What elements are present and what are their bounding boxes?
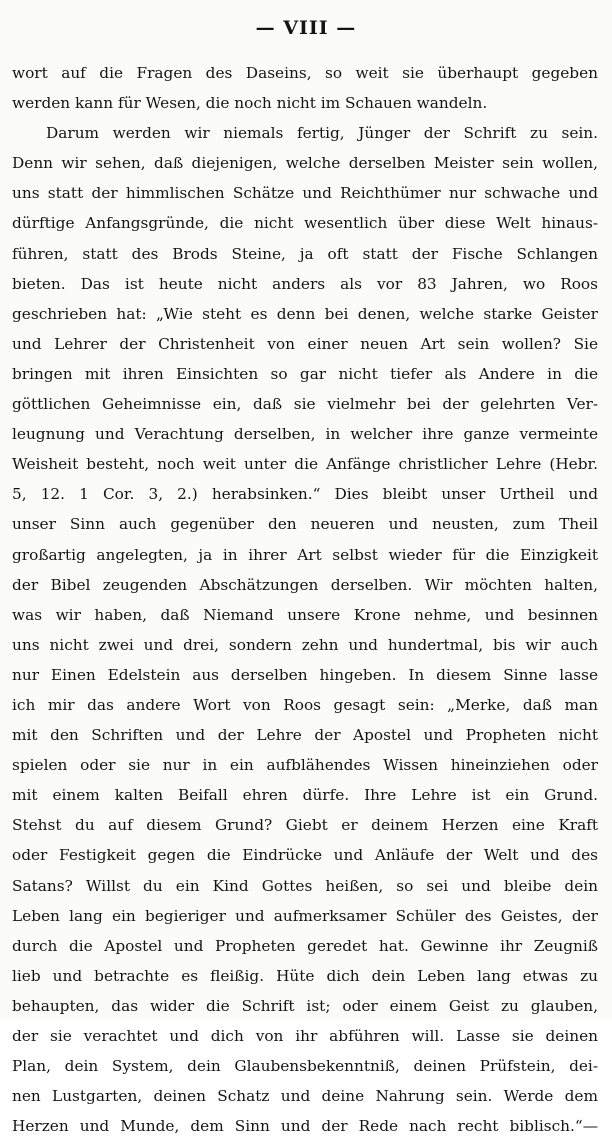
text-line: mit einem kalten Beifall ehren dürfe. Ihre Lehre ist ein Grund. (12, 786, 598, 805)
text-line: Satans? Willst du ein Kind Gottes heißen, so sei und bleibe dein (12, 876, 598, 895)
text-line-paragraph-start: Darum werden wir niemals fertig, Jünger der Schrift zu sein. (46, 124, 598, 143)
text-line: wort auf die Fragen des Daseins, so weit sie überhaupt gegeben (12, 64, 598, 82)
text-line: großartig angelegten, ja in ihrer Art selbst wieder für die Einzigkeit (12, 545, 598, 564)
text-line: uns statt der himmlischen Schätze und Reichthümer nur schwache und (12, 184, 598, 203)
text-line: geschrieben hat: „Wie steht es denn bei denen, welche starke Geister (12, 304, 598, 323)
text-line: leugnung und Verachtung derselben, in welcher ihre ganze vermeinte (12, 425, 598, 444)
text-line: durch die Apostel und Propheten geredet hat. Gewinne ihr Zeugniß (12, 936, 598, 955)
text-line: unser Sinn auch gegenüber den neueren und neusten, zum Theil (12, 515, 598, 534)
text-line: ich mir das andere Wort von Roos gesagt sein: „Merke, daß man (12, 695, 598, 714)
text-line: Herzen und Munde, dem Sinn und der Rede nach recht biblisch.“— (12, 1117, 598, 1136)
text-line: bieten. Das ist heute nicht anders als vor 83 Jahren, wo Roos (12, 274, 598, 293)
page-number-header: — VIII — (255, 17, 357, 39)
text-line: führen, statt des Brods Steine, ja oft statt der Fische Schlangen (12, 244, 598, 263)
text-line: Leben lang ein begieriger und aufmerksamer Schüler des Geistes, der (12, 906, 598, 925)
text-line: nen Lustgarten, deinen Schatz und deine Nahrung sein. Werde dem (12, 1087, 598, 1106)
text-line: spielen oder sie nur in ein aufblähendes Wissen hineinziehen oder (12, 756, 598, 775)
body-text (12, 58, 598, 1141)
text-line: Stehst du auf diesem Grund? Giebt er deinem Herzen eine Kraft (12, 816, 598, 835)
text-line: was wir haben, daß Niemand unsere Krone nehme, und besinnen (12, 605, 598, 624)
text-line: der sie verachtet und dich von ihr abführen will. Lasse sie deinen (12, 1027, 598, 1045)
text-line: der Bibel zeugenden Abschätzungen derselben. Wir möchten halten, (12, 575, 598, 594)
text-line: dürftige Anfangsgründe, die nicht wesentlich über diese Welt hinaus- (12, 214, 598, 233)
text-line: 5, 12. 1 Cor. 3, 2.) herabsinken.“ Dies bleibt unser Urtheil und (12, 485, 598, 504)
text-line: Weisheit besteht, noch weit unter die Anfänge christlicher Lehre (Hebr. (12, 455, 598, 474)
text-line: werden kann für Wesen, die noch nicht im Schauen wandeln. (12, 94, 488, 113)
text-line: behaupten, das wider die Schrift ist; oder einem Geist zu glauben, (12, 996, 598, 1015)
text-line: uns nicht zwei und drei, sondern zehn und hundertmal, bis wir auch (12, 635, 598, 654)
text-line: und Lehrer der Christenheit von einer neuen Art sein wollen? Sie (12, 334, 598, 353)
text-line: lieb und betrachte es fleißig. Hüte dich dein Leben lang etwas zu (12, 966, 598, 985)
text-line: nur Einen Edelstein aus derselben hingeben. In diesem Sinne lasse (12, 665, 598, 684)
text-line: mit den Schriften und der Lehre der Apostel und Propheten nicht (12, 726, 598, 745)
text-line: Plan, dein System, dein Glaubensbekenntniß, deinen Prüfstein, dei- (12, 1057, 598, 1076)
text-line: bringen mit ihren Einsichten so gar nicht tiefer als Andere in die (12, 364, 598, 383)
text-line: Denn wir sehen, daß diejenigen, welche derselben Meister sein wollen, (12, 154, 598, 173)
text-line: göttlichen Geheimnisse ein, daß sie vielmehr bei der gelehrten Ver- (12, 395, 598, 414)
text-line: oder Festigkeit gegen die Eindrücke und Anläufe der Welt und des (12, 846, 598, 865)
